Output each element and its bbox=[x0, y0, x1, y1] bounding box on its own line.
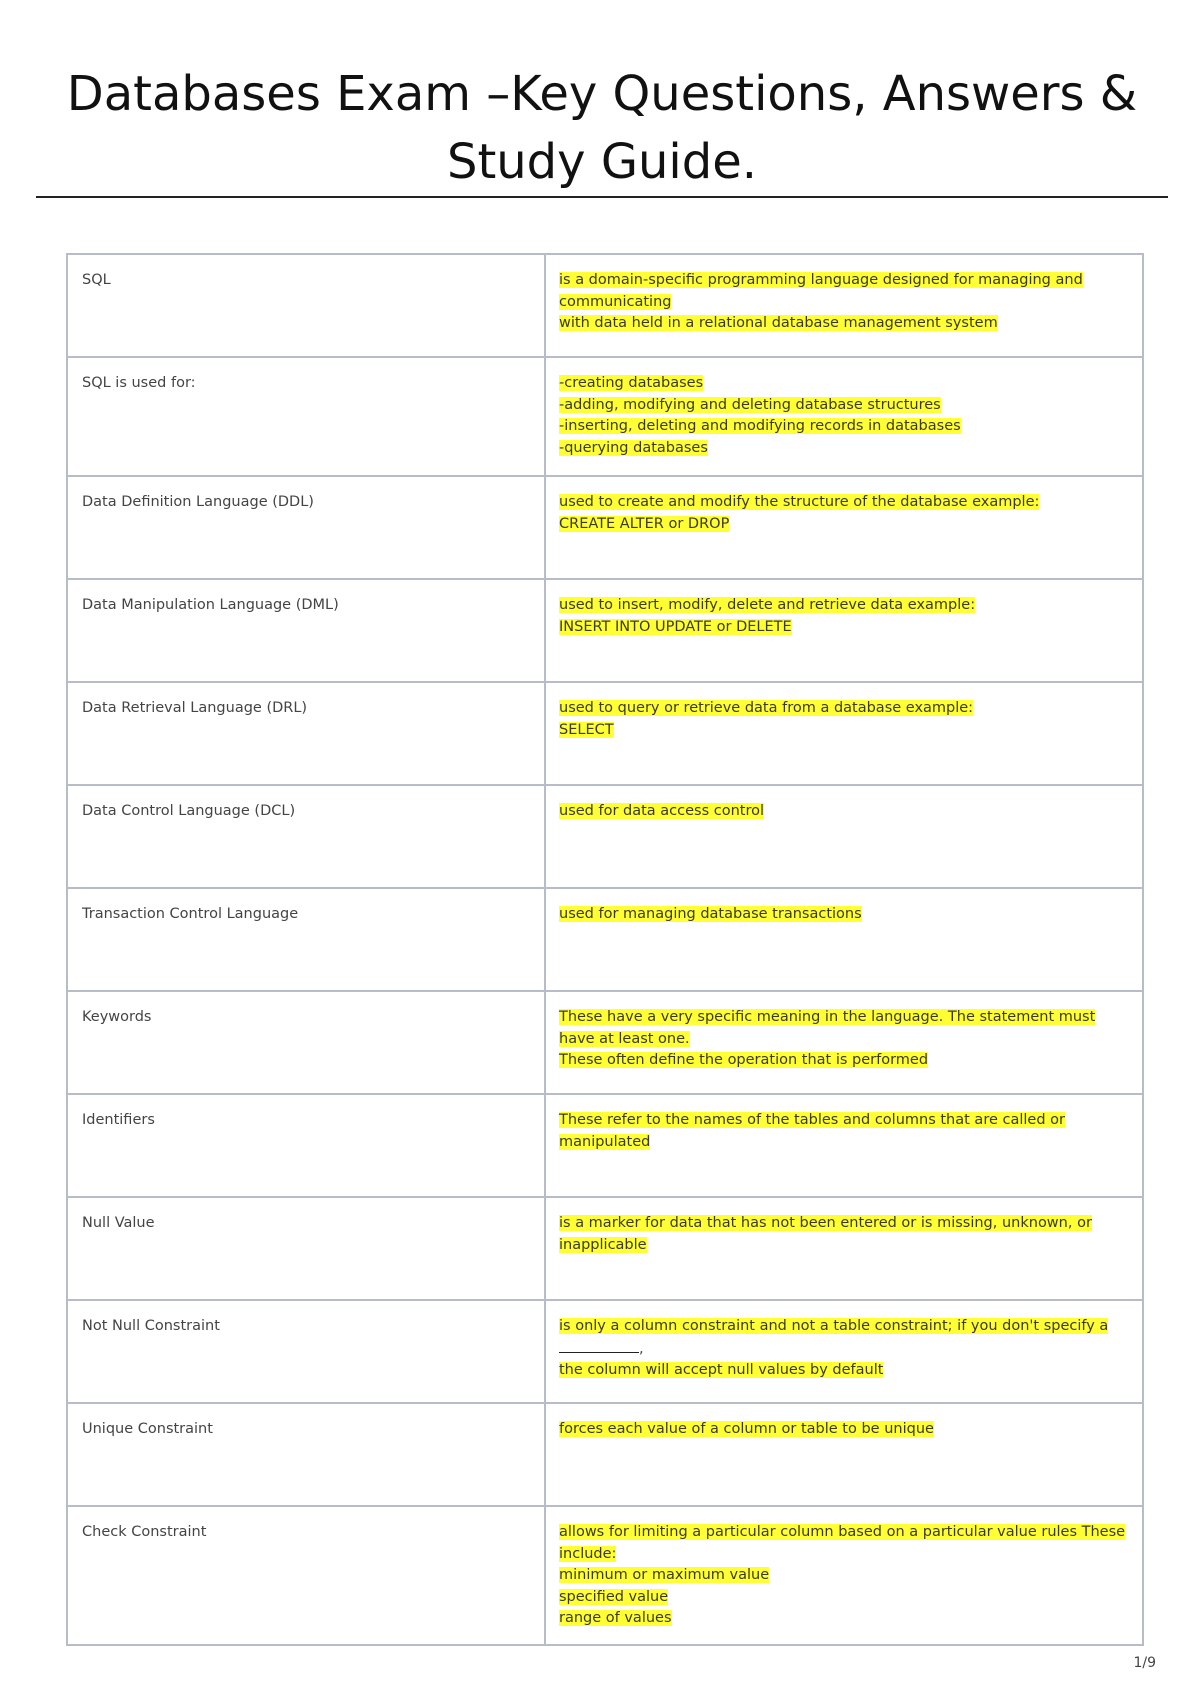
answer-line: -inserting, deleting and modifying records in databases bbox=[559, 418, 961, 434]
answer-cell bbox=[545, 357, 1143, 476]
qa-table-body bbox=[67, 254, 1143, 1645]
term-cell: SQL bbox=[67, 254, 545, 357]
answer-line: CREATE ALTER or DROP bbox=[559, 515, 730, 532]
answer-cell bbox=[545, 682, 1143, 785]
answer-line: is a domain-specific programming language designed for managing and communicating bbox=[559, 272, 1083, 310]
term-cell: Null Value bbox=[67, 1197, 545, 1300]
table-row bbox=[67, 1300, 1143, 1403]
answer-cell bbox=[545, 1094, 1143, 1197]
answer-line: used for data access control bbox=[559, 803, 765, 819]
answer-line: range of values bbox=[559, 1610, 672, 1626]
term-cell: Data Control Language (DCL) bbox=[67, 785, 545, 888]
answer-cell bbox=[545, 476, 1143, 579]
page-number: 1/9 bbox=[1133, 1655, 1156, 1671]
answer-cell bbox=[545, 991, 1143, 1094]
table-row bbox=[67, 357, 1143, 476]
table-row bbox=[67, 888, 1143, 991]
term-cell: Not Null Constraint bbox=[67, 1300, 545, 1403]
table-row bbox=[67, 1506, 1143, 1645]
answer-line: allows for limiting a particular column based on a particular value rules These bbox=[559, 1524, 1126, 1540]
answer-cell bbox=[545, 254, 1143, 357]
answer-line: used for managing database transactions bbox=[559, 906, 862, 922]
term-cell: Data Retrieval Language (DRL) bbox=[67, 682, 545, 785]
answer-line: include: bbox=[559, 1545, 617, 1562]
answer-line: minimum or maximum value bbox=[559, 1567, 770, 1583]
table-row bbox=[67, 991, 1143, 1094]
answer-line: These have a very specific meaning in the language. The statement must have at least one. bbox=[559, 1009, 1096, 1047]
term-cell: Unique Constraint bbox=[67, 1403, 545, 1506]
term-cell: Identifiers bbox=[67, 1094, 545, 1197]
answer-line: is a marker for data that has not been entered or is missing, unknown, or inapplicable bbox=[559, 1215, 1092, 1253]
table-row bbox=[67, 254, 1143, 357]
table-row bbox=[67, 1403, 1143, 1506]
term-cell: SQL is used for: bbox=[67, 357, 545, 476]
answer-line: forces each value of a column or table to be unique bbox=[559, 1421, 934, 1437]
table-row bbox=[67, 476, 1143, 579]
answer-line: SELECT bbox=[559, 721, 614, 738]
table-row bbox=[67, 579, 1143, 682]
answer-line: used to create and modify the structure of the database example: bbox=[559, 494, 1040, 510]
answer-cell bbox=[545, 1197, 1143, 1300]
answer-line: is only a column constraint and not a table constraint; if you don't specify a bbox=[559, 1318, 1109, 1334]
answer-line: used to insert, modify, delete and retrieve data example: bbox=[559, 597, 976, 613]
table-row bbox=[67, 682, 1143, 785]
answer-cell bbox=[545, 579, 1143, 682]
answer-line: specified value bbox=[559, 1588, 669, 1605]
term-cell: Data Manipulation Language (DML) bbox=[67, 579, 545, 682]
answer-line: These refer to the names of the tables and columns that are called or manipulated bbox=[559, 1112, 1065, 1150]
answer-line: -adding, modifying and deleting database structures bbox=[559, 396, 941, 413]
answer-line: the column will accept null values by default bbox=[559, 1362, 884, 1378]
fill-in-blank bbox=[559, 1338, 639, 1353]
answer-line: INSERT INTO UPDATE or DELETE bbox=[559, 618, 792, 635]
title-divider bbox=[36, 196, 1168, 198]
answer-cell bbox=[545, 1506, 1143, 1645]
answer-line: with data held in a relational database management system bbox=[559, 315, 998, 331]
answer-cell bbox=[545, 888, 1143, 991]
page-title: Databases Exam –Key Questions, Answers & Study Guide. bbox=[66, 66, 1138, 190]
answer-line: These often define the operation that is performed bbox=[559, 1052, 929, 1068]
term-cell: Keywords bbox=[67, 991, 545, 1094]
term-cell: Data Definition Language (DDL) bbox=[67, 476, 545, 579]
answer-line: used to query or retrieve data from a database example: bbox=[559, 700, 974, 716]
answer-cell: is only a column constraint and not a table constraint; if you don't specify a , the column will accept null values by default bbox=[545, 1300, 1143, 1403]
qa-table bbox=[66, 253, 1144, 1646]
table-row bbox=[67, 1094, 1143, 1197]
term-cell: Transaction Control Language bbox=[67, 888, 545, 991]
answer-line: -querying databases bbox=[559, 439, 708, 456]
table-row bbox=[67, 1197, 1143, 1300]
answer-cell bbox=[545, 785, 1143, 888]
term-cell: Check Constraint bbox=[67, 1506, 545, 1645]
table-row bbox=[67, 785, 1143, 888]
answer-cell bbox=[545, 1403, 1143, 1506]
answer-line: -creating databases bbox=[559, 375, 704, 391]
